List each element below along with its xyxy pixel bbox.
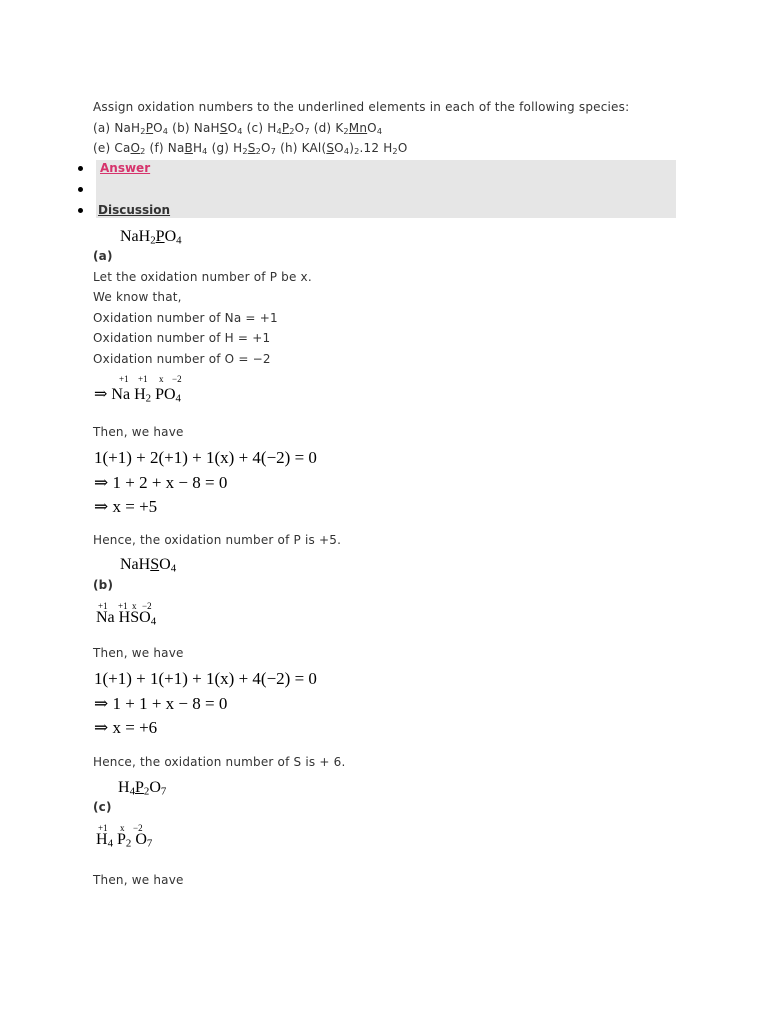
species-c: $H_4$ $P_2$ $O_7$ xyxy=(96,831,153,850)
eq-a-1: 1(+1) + 2(+1) + 1(x) + 4(−2) = 0 xyxy=(94,448,317,467)
formula-c: $H_4P_2O_7$ xyxy=(118,779,167,798)
label-c: (c) xyxy=(93,800,112,814)
answer-discussion-panel xyxy=(96,160,676,218)
then-c: Then, we have xyxy=(93,873,184,887)
question-line-2: (e) CaO$_2$ (f) NaBH$_4$ (g) $H_2S_2O_7$ (h) $KAl(SO_4)_2.12$ $H_2O$ xyxy=(93,141,408,157)
bullet-answer xyxy=(78,166,83,171)
ox-c-o: −2 xyxy=(133,823,143,833)
label-a: (a) xyxy=(93,249,113,263)
question-line-1: (a) $NaH_2PO_4$ (b) NaHSO$_4$ (c) $H_4P_2O_7$ (d) $K_2MnO_4$ xyxy=(93,121,383,137)
ox-c-p: x xyxy=(120,823,125,833)
bullet-empty xyxy=(78,187,83,192)
question-intro: Assign oxidation numbers to the underlined elements in each of the following species: xyxy=(93,100,630,114)
eq-a-2: ⇒ 1 + 2 + x − 8 = 0 xyxy=(94,473,228,492)
discussion-link[interactable]: Discussion xyxy=(98,203,171,217)
eq-b-2: ⇒ 1 + 1 + x − 8 = 0 xyxy=(94,694,228,713)
ox-b-h: +1 xyxy=(118,601,128,611)
then-a: Then, we have xyxy=(93,425,184,439)
formula-b: NaHSO$_4$ xyxy=(120,556,177,575)
text-a-1: Let the oxidation number of P be x. xyxy=(93,270,312,284)
ox-c-h: +1 xyxy=(98,823,108,833)
ox-a-p: x xyxy=(159,374,164,384)
eq-a-3: ⇒ x = +5 xyxy=(94,497,158,516)
ox-a-h: +1 xyxy=(138,374,148,384)
ox-b-s: x xyxy=(132,601,137,611)
label-b: (b) xyxy=(93,578,114,592)
ox-b-na: +1 xyxy=(98,601,108,611)
text-a-3: Oxidation number of Na = +1 xyxy=(93,311,278,325)
text-a-5: Oxidation number of O = −2 xyxy=(93,352,271,366)
conclusion-b: Hence, the oxidation number of S is + 6. xyxy=(93,755,346,769)
eq-b-1: 1(+1) + 1(+1) + 1(x) + 4(−2) = 0 xyxy=(94,669,317,688)
ox-a-na: +1 xyxy=(119,374,129,384)
eq-b-3: ⇒ x = +6 xyxy=(94,718,158,737)
implies-icon: ⇒ xyxy=(94,386,108,403)
then-b: Then, we have xyxy=(93,646,184,660)
formula-a: $NaH_2PO_4$ xyxy=(120,228,182,247)
species-a: ⇒ Na $H_2$ $PO_4$ xyxy=(94,386,181,405)
bullet-discussion xyxy=(78,208,83,213)
answer-link[interactable]: Answer xyxy=(100,161,151,175)
text-a-2: We know that, xyxy=(93,290,182,304)
ox-b-o: −2 xyxy=(142,601,152,611)
ox-a-o: −2 xyxy=(172,374,182,384)
species-b: Na $HSO_4$ xyxy=(96,609,157,628)
text-a-4: Oxidation number of H = +1 xyxy=(93,331,271,345)
conclusion-a: Hence, the oxidation number of P is +5. xyxy=(93,533,342,547)
